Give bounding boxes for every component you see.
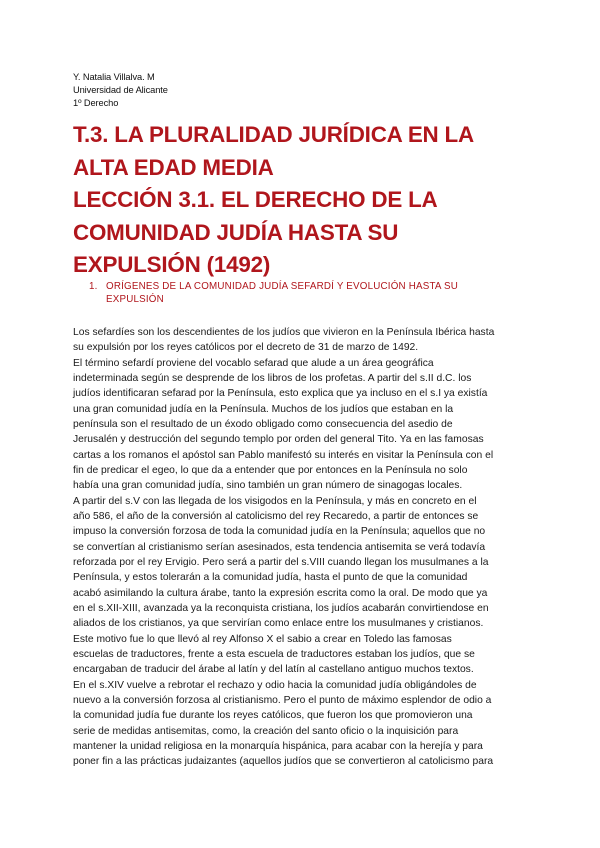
- course-name: 1º Derecho: [73, 98, 119, 108]
- body-line: su expulsión por los reyes católicos por el decreto de 31 de marzo de 1492.: [73, 342, 419, 354]
- section-title-line: ORÍGENES DE LA COMUNIDAD JUDÍA SEFARDÍ Y EVOLUCIÓN HASTA SU: [106, 281, 459, 292]
- section-number: 1.: [89, 281, 98, 292]
- title-line: EXPULSIÓN (1492): [73, 252, 271, 277]
- university-name: Universidad de Alicante: [73, 85, 168, 95]
- body-line: encargaban de traducir del árabe al latín y del latín al castellano antiguo muchos textos.: [73, 664, 474, 676]
- author-name: Y. Natalia Villalva. M: [73, 72, 155, 82]
- body-line: Península, y estos tolerarán a la comunidad judía, hasta el punto de que la comunidad: [73, 572, 468, 584]
- body-line: península son el resultado de un éxodo obligado como consecuencia del asedio de: [73, 418, 453, 430]
- body-line: El término sefardí proviene del vocablo sefarad que alude a un área geográfica: [73, 357, 434, 369]
- document-title: [73, 119, 573, 282]
- body-line: Los sefardíes son los descendientes de los judíos que vivieron en la Península Ibérica hasta: [73, 327, 495, 338]
- body-line: cartas a los romanos el apóstol san Pablo manifestó su interés en visitar la Península con el: [73, 449, 494, 461]
- body-line: impuso la conversión forzosa de toda la comunidad judía en la Península; aquellos que no: [73, 526, 486, 538]
- title-line: COMUNIDAD JUDÍA HASTA SU: [73, 219, 399, 245]
- body-paragraph: [73, 325, 533, 770]
- body-line: en el s.XII-XIII, avanzada ya la reconquista cristiana, los judíos acabarán convirtiendose en: [73, 602, 489, 614]
- body-line: En el s.XIV vuelve a rebrotar el rechazo y odio hacia la comunidad judía obligándoles de: [73, 679, 477, 691]
- body-line: escuelas de traductores, frente a esta escuela de traductores estaban los judíos, que se: [73, 648, 475, 660]
- body-line: Este motivo fue lo que llevó al rey Alfonso X el sabio a crear en Toledo las famosas: [73, 633, 452, 645]
- body-line: nuevo a la conversión forzosa al cristianismo. Pero el punto de máximo esplendor de odio a: [73, 694, 492, 706]
- body-line: mantener la unidad religiosa en la monarquía hispánica, para acabar con la herejía y para: [73, 740, 483, 752]
- body-line: Jerusalén y destrucción del segundo templo por orden del general Tito. Ya en las famosas: [73, 434, 484, 446]
- body-line: una gran comunidad judía en la Península. Muchos de los judíos que estaban en la: [73, 403, 454, 415]
- title-line: T.3. LA PLURALIDAD JURÍDICA EN LA: [73, 122, 474, 147]
- body-line: año 586, el año de la conversión al catolicismo del rey Recaredo, a partir de entonces se: [73, 510, 479, 522]
- body-line: aliados de los cristianos, ya que servirían como enlace entre los musulmanes y cristianos.: [73, 618, 484, 630]
- body-line: poner fin a las prácticas judaizantes (aquellos judíos que se convertieron al catolicismo para: [73, 756, 494, 768]
- title-line: LECCIÓN 3.1. EL DERECHO DE LA: [73, 187, 438, 212]
- body-line: acabó asimilando la cultura árabe, tanto la expresión escrita como la oral. De modo que ya: [73, 587, 488, 599]
- document-header: [73, 71, 168, 110]
- section-title: [106, 280, 526, 306]
- title-line: ALTA EDAD MEDIA: [73, 154, 274, 180]
- body-line: se convertían al cristianismo serían asesinados, esta tendencia antisemita se verá todavía: [73, 541, 486, 553]
- body-line: A partir del s.V con las llegada de los visigodos en la Península, y más en concreto en el: [73, 495, 477, 507]
- body-line: indeterminada según se desprende de los libros de los profetas. A partir del s.II d.C. los: [73, 372, 472, 384]
- body-line: la comunidad judía fue durante los reyes católicos, que fueron los que promovieron una: [73, 710, 473, 722]
- body-line: reforzada por el rey Ervigio. Pero será a partir del s.VIII cuando llegan los musulmanes a la: [73, 556, 489, 568]
- body-line: judíos identificaran sefarad por la Península, esto explica que ya incluso en el s.I ya existía: [73, 388, 488, 400]
- section-title-line: EXPULSIÓN: [106, 294, 164, 305]
- body-line: fin de predicar el egeo, lo que da a entender que por entonces en la Península no solo: [73, 464, 468, 476]
- body-line: había una gran comunidad judía, sino también un gran número de sinagogas locales.: [73, 480, 463, 492]
- body-line: serie de medidas antisemitas, como, la creación del santo oficio o la inquisición para: [73, 725, 459, 737]
